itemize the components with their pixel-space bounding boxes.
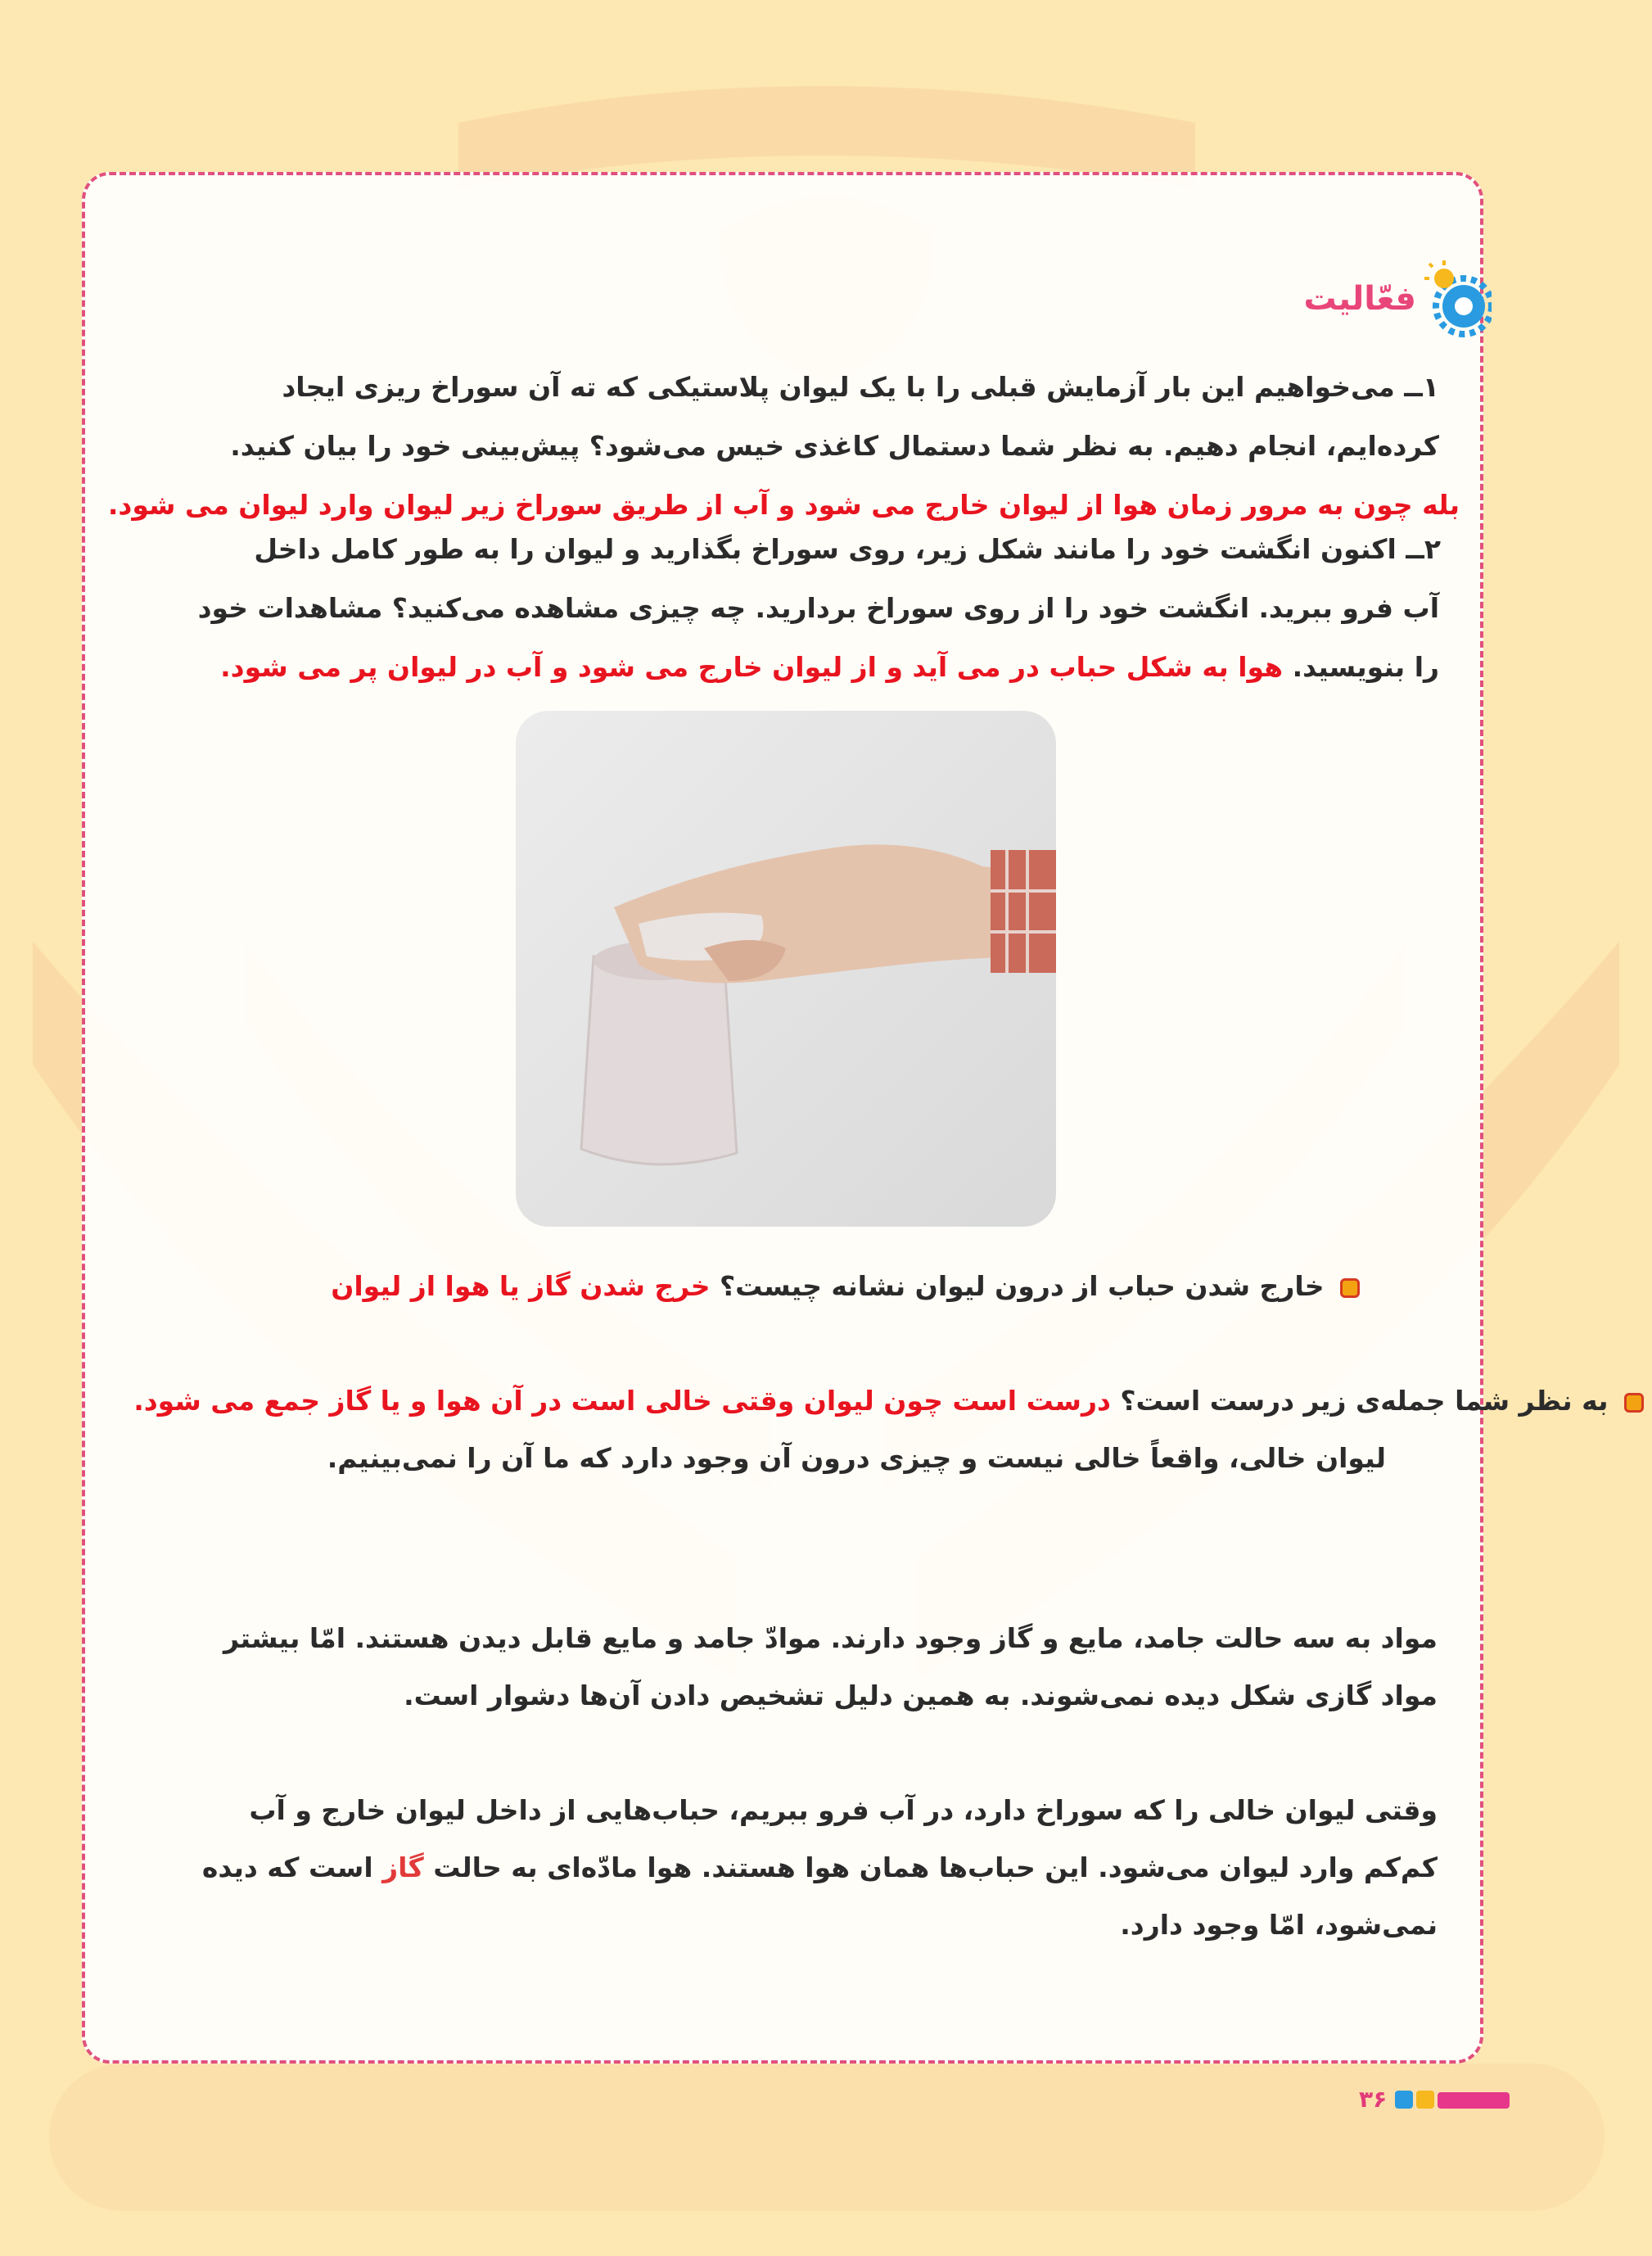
q2-line3-row [220, 647, 1439, 688]
gear-sun-icon [1421, 254, 1492, 344]
footer-bar-pink [1438, 2092, 1510, 2109]
q2-line1: ۲ــ اکنون انگشت خود را مانند شکل زیر، روی سوراخ بگذارید و لیوان را به طور کامل داخل [254, 533, 1441, 565]
activity-title: فعّالیت [1303, 280, 1416, 318]
square-bullet-icon [1624, 1393, 1644, 1413]
square-bullet-icon [1340, 1278, 1360, 1298]
bullet-2-statement: لیوان خالی، واقعاً خالی نیست و چیزی درون آن وجود دارد که ما آن را نمی‌بینیم. [327, 1442, 1386, 1474]
para2-line2-post: است که دیده [201, 1851, 373, 1883]
para1-line1: مواد به سه حالت جامد، مایع و گاز وجود دارند. موادّ جامد و مایع قابل دیدن هستند. امّا بیشتر [223, 1622, 1438, 1654]
para2-line2 [202, 1847, 1438, 1888]
experiment-photo [516, 711, 1056, 1227]
q1-line2: کرده‌ایم، انجام دهیم. به نظر شما دستمال کاغذی خیس می‌شود؟ پیش‌بینی خود را بیان کنید. [230, 430, 1439, 462]
footer-square-yellow [1416, 2091, 1434, 2109]
page-number: ۳۶ [1359, 2086, 1388, 2113]
q1-line1: ۱ــ می‌خواهیم این بار آزمایش قبلی را با یک لیوان پلاستیکی که ته آن سوراخ ریزی ایجاد [282, 371, 1439, 403]
para2-gas-word: گاز [382, 1851, 424, 1883]
bullet-2 [133, 1381, 1644, 1422]
bullet-1-question: خارج شدن حباب از درون لیوان نشانه چیست؟ [720, 1270, 1325, 1302]
para2-line2-pre: کم‌کم وارد لیوان می‌شود. این حباب‌ها همان هوا هستند. هوا مادّه‌ای به حالت [433, 1851, 1438, 1883]
q2-line3: را بنویسید. [1292, 651, 1439, 683]
q2-answer: هوا به شکل حباب در می آید و از لیوان خارج می شود و آب در لیوان پر می شود. [220, 651, 1284, 683]
footer-square-blue [1395, 2091, 1413, 2109]
bullet-2-answer: درست است چون لیوان وقتی خالی است در آن هوا و یا گاز جمع می شود. [133, 1385, 1111, 1417]
para2-line3: نمی‌شود، امّا وجود دارد. [1120, 1909, 1438, 1941]
para2-line1: وقتی لیوان خالی را که سوراخ دارد، در آب فرو ببریم، حباب‌هایی از داخل لیوان خارج و آب [249, 1794, 1438, 1826]
q2-line2: آب فرو ببرید. انگشت خود را از روی سوراخ بردارید. چه چیزی مشاهده می‌کنید؟ مشاهدات خود [197, 592, 1439, 624]
para1-line2: مواد گازی شکل دیده نمی‌شوند. به همین دلیل تشخیص دادن آن‌ها دشوار است. [404, 1680, 1438, 1711]
bullet-1 [331, 1266, 1360, 1307]
bullet-1-answer: خرج شدن گاز یا هوا از لیوان [331, 1270, 711, 1302]
bullet-2-question: به نظر شما جمله‌ی زیر درست است؟ [1120, 1385, 1609, 1417]
q1-answer: بله چون به مرور زمان هوا از لیوان خارج می شود و آب از طریق سوراخ زیر لیوان وارد لیوان می شود. [107, 489, 1460, 521]
hand-cup-illustration [516, 711, 1056, 1227]
